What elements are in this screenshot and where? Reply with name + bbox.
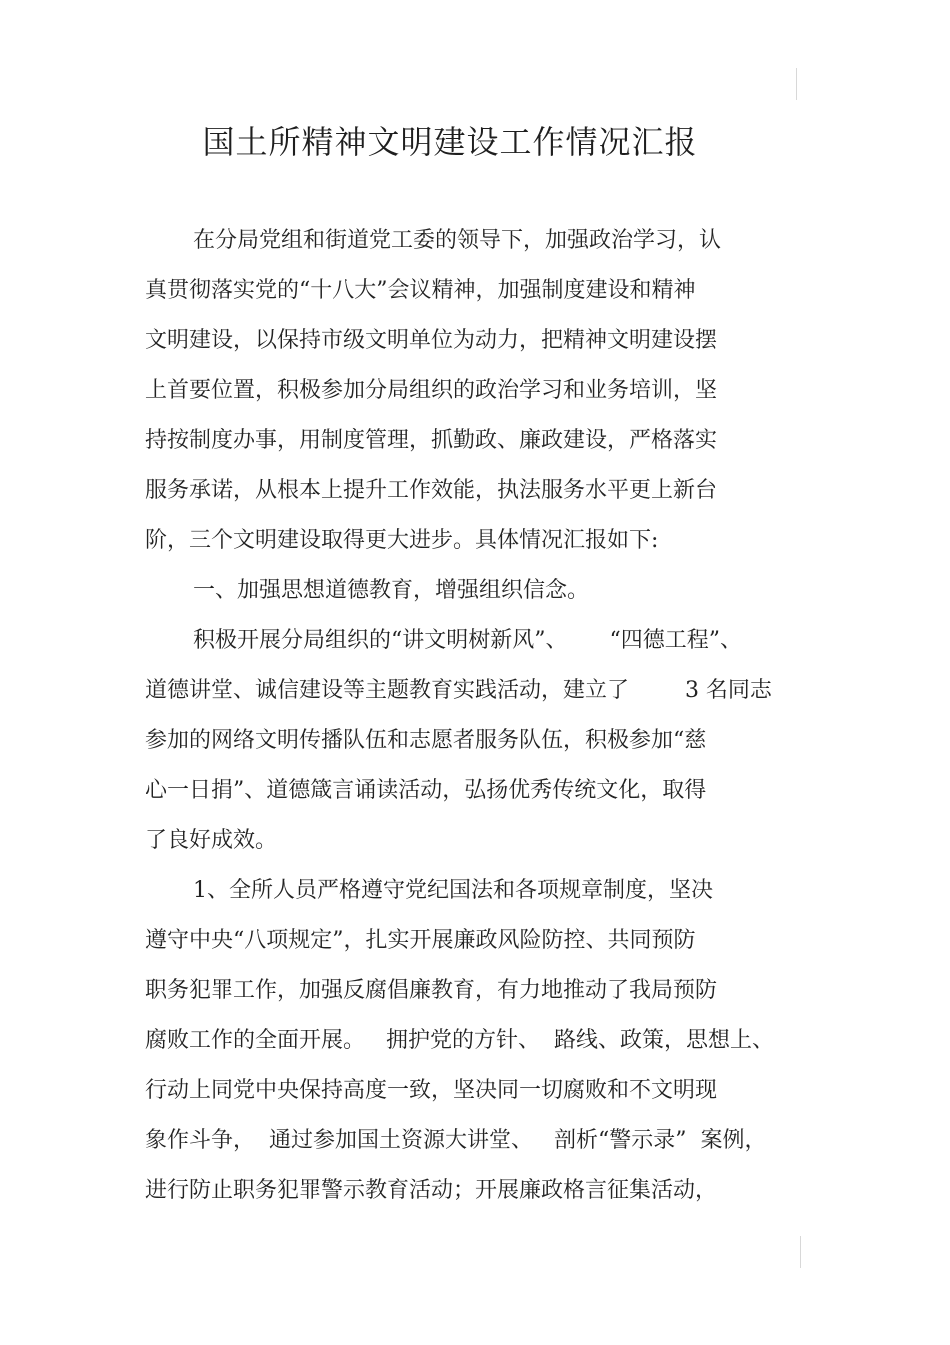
paragraph-line: 积极开展分局组织的“讲文明树新风”、 “四德工程”、 — [193, 628, 742, 653]
paragraph-line: 阶，三个文明建设取得更大进步。具体情况汇报如下: — [145, 528, 659, 553]
paragraph-line: 上首要位置，积极参加分局组织的政治学习和业务培训，坚 — [145, 378, 718, 403]
document-title: 国土所精神文明建设工作情况汇报 — [202, 123, 698, 161]
paragraph-line: 象作斗争， 通过参加国土资源大讲堂、 剖析“警示录” 案例， — [145, 1128, 767, 1153]
paragraph-line: 参加的网络文明传播队伍和志愿者服务队伍，积极参加“慈 — [145, 728, 707, 753]
paragraph-line: 行动上同党中央保持高度一致，坚决同一切腐败和不文明现 — [145, 1078, 718, 1103]
paragraph-line: 进行防止职务犯罪警示教育活动；开展廉政格言征集活动， — [145, 1178, 718, 1203]
paragraph-line: 遵守中央“八项规定”，扎实开展廉政风险防控、共同预防 — [145, 928, 696, 953]
paragraph-line: 真贯彻落实党的“十八大”会议精神，加强制度建设和精神 — [145, 278, 696, 303]
paragraph-line: 在分局党组和街道党工委的领导下，加强政治学习，认 — [193, 228, 722, 253]
bottom-right-margin-mark — [800, 1236, 801, 1268]
paragraph-line: 持按制度办事，用制度管理，抓勤政、廉政建设，严格落实 — [145, 428, 718, 453]
paragraph-line: 腐败工作的全面开展。 拥护党的方针、 路线、政策，思想上、 — [145, 1028, 774, 1053]
section-heading: 一、加强思想道德教育，增强组织信念。 — [193, 578, 590, 603]
paragraph-line: 了良好成效。 — [145, 828, 278, 853]
paragraph-line: 道德讲堂、诚信建设等主题教育实践活动，建立了 3 名同志 — [145, 678, 772, 703]
paragraph-line: 心一日捐”、道德箴言诵读活动，弘扬优秀传统文化，取得 — [145, 778, 707, 803]
paragraph-line: 职务犯罪工作，加强反腐倡廉教育，有力地推动了我局预防 — [145, 978, 718, 1003]
paragraph-line: 服务承诺，从根本上提升工作效能，执法服务水平更上新台 — [145, 478, 718, 503]
paragraph-line: 文明建设，以保持市级文明单位为动力，把精神文明建设摆 — [145, 328, 718, 353]
paragraph-line: 1、全所人员严格遵守党纪国法和各项规章制度，坚决 — [193, 878, 713, 903]
top-right-margin-mark — [796, 68, 797, 100]
